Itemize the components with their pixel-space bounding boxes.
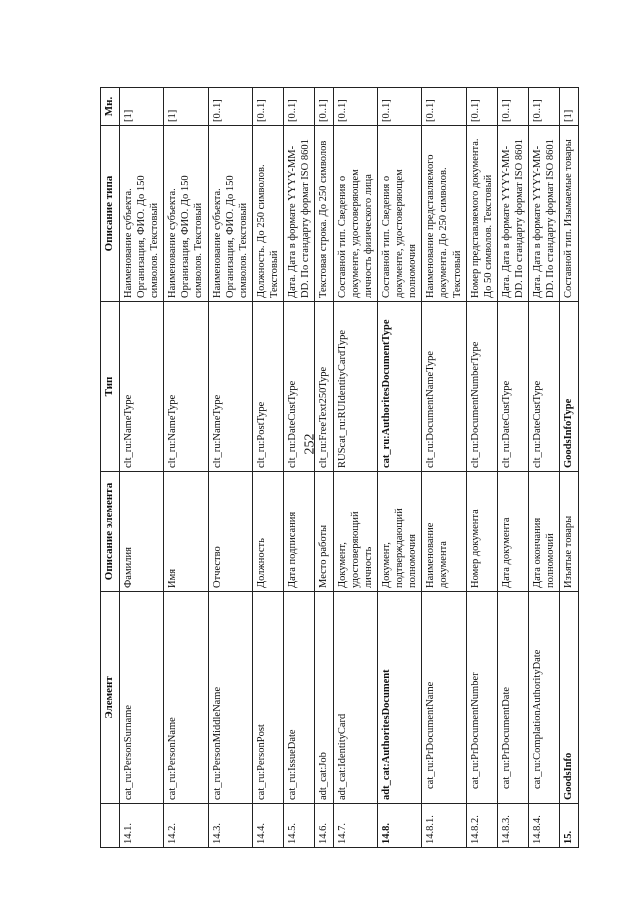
type-description: Составной тип. Изымаемые товары bbox=[560, 126, 578, 302]
type-description: Текстовая строка. До 250 символов bbox=[315, 126, 333, 302]
table-row bbox=[529, 88, 560, 848]
type-name: clt_ru:DateCustType bbox=[529, 302, 560, 472]
header-element: Элемент bbox=[101, 592, 120, 804]
row-number: 14.8.3. bbox=[497, 804, 528, 848]
multiplicity: [0..1] bbox=[377, 88, 421, 126]
type-description: Дата. Дата в формате YYYY-MM-DD. По стандарту формат ISO 8601 bbox=[284, 126, 315, 302]
row-number: 14.8. bbox=[377, 804, 421, 848]
table-row bbox=[466, 88, 497, 848]
row-number: 14.8.2. bbox=[466, 804, 497, 848]
multiplicity: [0..1] bbox=[422, 88, 466, 126]
page-number: 252 bbox=[302, 433, 318, 455]
row-number: 14.8.1. bbox=[422, 804, 466, 848]
element-name: cat_ru:PrDocumentDate bbox=[497, 592, 528, 804]
type-description: Номер представляемого документа. До 50 символов. Текстовый bbox=[466, 126, 497, 302]
element-name: cat_ru:PrDocumentNumber bbox=[466, 592, 497, 804]
multiplicity: [0..1] bbox=[466, 88, 497, 126]
element-name: cat_ru:PersonPost bbox=[252, 592, 283, 804]
type-name: clt_ru:DocumentNameType bbox=[422, 302, 466, 472]
element-description: Дата документа bbox=[497, 472, 528, 592]
element-name: cat_ru:PersonMiddleName bbox=[208, 592, 252, 804]
type-name: clt_ru:DocumentNumberType bbox=[466, 302, 497, 472]
multiplicity: [1] bbox=[560, 88, 578, 126]
element-description: Должность bbox=[252, 472, 283, 592]
type-description: Должность. До 250 символов. Текстовый bbox=[252, 126, 283, 302]
type-name: clt_ru:DateCustType bbox=[497, 302, 528, 472]
element-name: adt_cat:Job bbox=[315, 592, 333, 804]
type-name: RUScat_ru:RUIdentityCardType bbox=[333, 302, 377, 472]
header-type-description: Описание типа bbox=[101, 126, 120, 302]
type-name: clt_ru:PostType bbox=[252, 302, 283, 472]
element-name: GoodsInfo bbox=[560, 592, 578, 804]
multiplicity: [0..1] bbox=[284, 88, 315, 126]
row-number: 14.6. bbox=[315, 804, 333, 848]
table-row bbox=[284, 88, 315, 848]
multiplicity: [0..1] bbox=[333, 88, 377, 126]
row-number: 14.5. bbox=[284, 804, 315, 848]
table-row bbox=[333, 88, 377, 848]
multiplicity: [0..1] bbox=[315, 88, 333, 126]
element-name: cat_ru:PersonSurname bbox=[119, 592, 163, 804]
elements-table bbox=[100, 87, 579, 848]
table-row bbox=[422, 88, 466, 848]
row-number: 14.1. bbox=[119, 804, 163, 848]
row-number: 14.7. bbox=[333, 804, 377, 848]
table-row bbox=[497, 88, 528, 848]
element-description: Документ, подтверждающий полномочия bbox=[377, 472, 421, 592]
multiplicity: [0..1] bbox=[529, 88, 560, 126]
multiplicity: [0..1] bbox=[208, 88, 252, 126]
element-name: cat_ru:PrDocumentName bbox=[422, 592, 466, 804]
multiplicity: [0..1] bbox=[252, 88, 283, 126]
element-name: cat_ru:IssueDate bbox=[284, 592, 315, 804]
type-name: clt_ru:NameType bbox=[119, 302, 163, 472]
element-description: Наименование документа bbox=[422, 472, 466, 592]
type-name: GoodsInfoType bbox=[560, 302, 578, 472]
element-description: Место работы bbox=[315, 472, 333, 592]
row-number: 14.4. bbox=[252, 804, 283, 848]
header-type: Тип bbox=[101, 302, 120, 472]
element-name: cat_ru:ComplationAuthorityDate bbox=[529, 592, 560, 804]
type-description: Дата. Дата в формате YYYY-MM-DD. По стандарту формат ISO 8601 bbox=[529, 126, 560, 302]
type-description: Наименование субъекта. Организация, ФИО. До 150 символов. Текстовый bbox=[208, 126, 252, 302]
type-description: Наименование представляемого документа. До 250 символов. Текстовый bbox=[422, 126, 466, 302]
rotated-table-container bbox=[100, 88, 575, 848]
header-multiplicity: Мн. bbox=[101, 88, 120, 126]
element-description: Дата окончания полномочий bbox=[529, 472, 560, 592]
table-row bbox=[164, 88, 208, 848]
table-row bbox=[560, 88, 578, 848]
header-num bbox=[101, 804, 120, 848]
element-name: adt_cat:AuthoritesDocument bbox=[377, 592, 421, 804]
row-number: 14.2. bbox=[164, 804, 208, 848]
type-description: Составной тип. Сведения о документе, удостоверяющем полномочия bbox=[377, 126, 421, 302]
row-number: 15. bbox=[560, 804, 578, 848]
table-row bbox=[315, 88, 333, 848]
multiplicity: [1] bbox=[164, 88, 208, 126]
type-name: clt_ru:FreeText250Type bbox=[315, 302, 333, 472]
element-name: adt_cat:IdentityCard bbox=[333, 592, 377, 804]
type-name: clt_ru:DateCustType bbox=[284, 302, 315, 472]
element-description: Фамилия bbox=[119, 472, 163, 592]
type-name: clt_ru:NameType bbox=[208, 302, 252, 472]
table-row bbox=[208, 88, 252, 848]
element-description: Отчество bbox=[208, 472, 252, 592]
element-description: Дата подписания bbox=[284, 472, 315, 592]
multiplicity: [0..1] bbox=[497, 88, 528, 126]
element-description: Номер документа bbox=[466, 472, 497, 592]
header-description: Описание элемента bbox=[101, 472, 120, 592]
type-description: Наименование субъекта. Организация, ФИО. До 150 символов. Текстовый bbox=[164, 126, 208, 302]
type-name: clt_ru:NameType bbox=[164, 302, 208, 472]
element-description: Изъятые товары bbox=[560, 472, 578, 592]
type-description: Дата. Дата в формате YYYY-MM-DD. По стандарту формат ISO 8601 bbox=[497, 126, 528, 302]
element-description: Документ, удостоверяющий личность bbox=[333, 472, 377, 592]
element-description: Имя bbox=[164, 472, 208, 592]
table-row bbox=[119, 88, 163, 848]
element-name: cat_ru:PersonName bbox=[164, 592, 208, 804]
type-name: cat_ru:AuthoritesDocumentType bbox=[377, 302, 421, 472]
multiplicity: [1] bbox=[119, 88, 163, 126]
table-row bbox=[252, 88, 283, 848]
row-number: 14.3. bbox=[208, 804, 252, 848]
row-number: 14.8.4. bbox=[529, 804, 560, 848]
type-description: Составной тип. Сведения о документе, удостоверяющем личность физического лица bbox=[333, 126, 377, 302]
table-row bbox=[377, 88, 421, 848]
table-header-row bbox=[101, 88, 120, 848]
type-description: Наименование субъекта. Организация, ФИО. До 150 символов. Текстовый bbox=[119, 126, 163, 302]
